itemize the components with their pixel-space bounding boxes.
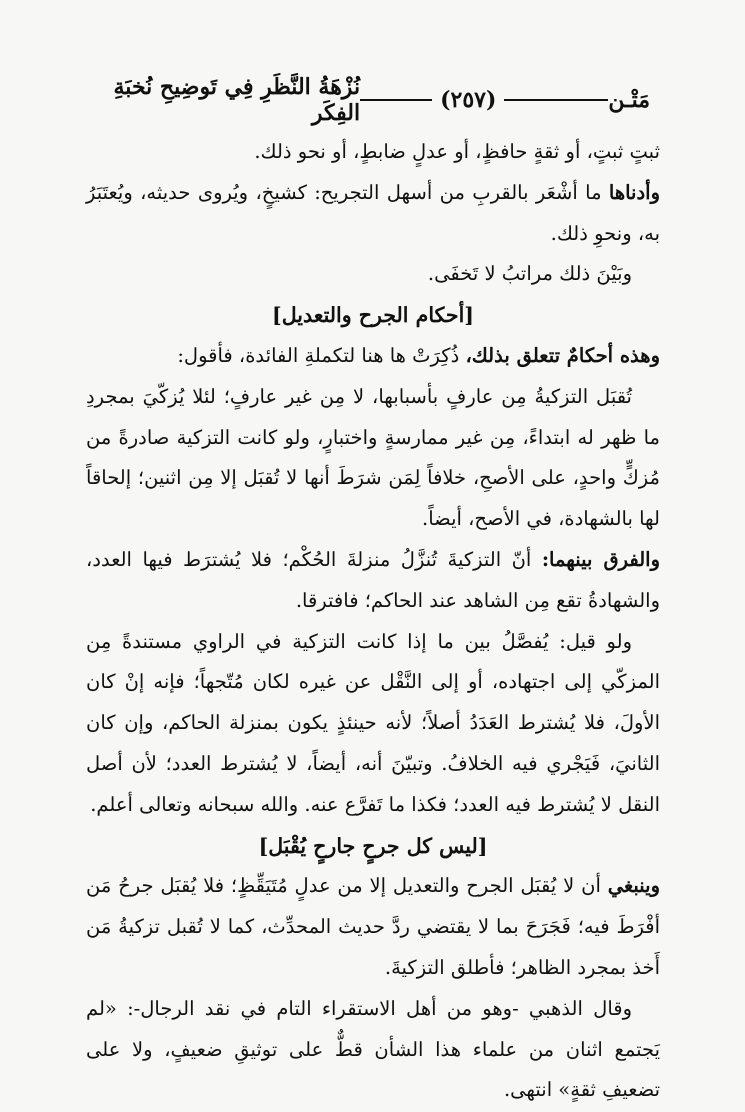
paragraph-text: وقال الذهبي -وهو من أهل الاستقراء التام في نقد الرجال-: «لم يَجتمع اثنان من علماء هذا الشأن قطٌّ على توثيقِ ضعيفٍ، ولا على تضعيفِ ثقةٍ» انتهى. (86, 996, 660, 1102)
header-right-title: مَتْـن (608, 87, 650, 113)
header-page-number-group (360, 87, 608, 113)
section-heading-2: [ليس كل جرحٍ جارحٍ يُقْبَل] (258, 833, 488, 858)
paragraph-2 (86, 173, 660, 255)
paragraph-text: أن لا يُقبَل الجرح والتعديل إلا من عدلٍ مُتَيَقِّظٍ؛ فلا يُقبَل جرحُ مَن أفْرَطَ فيه؛ فَجَرَحَ بما لا يقتضي ردَّ حديث المحدِّث، كما لا تُقبل تزكيةُ مَن أَخذ بمجرد الظاهر؛ فأطلق التزكيةَ. (86, 874, 660, 979)
header-rule-right (504, 99, 608, 101)
paragraph-7 (86, 622, 660, 826)
paragraph-text: ولو قيل: يُفصَّلُ بين ما إذا كانت التزكية في الراوي مستندةً مِن المزكّي إلى اجتهاده، أو إلى النَّقْل عن غيره لكان مُتّجهاً؛ فإنه إنْ كان الأولَ، فلا يُشترط العَدَدُ أصلاً؛ لأنه حينئذٍ يكون بمنزلة الحاكم، وإن كان الثانيَ، فَيَجْري فيه الخلافُ. وتبيّنَ أنه، أيضاً، لا يُشترط العدد؛ لأن أصل النقل لا يُشترط فيه العدد؛ فكذا ما تَفرَّع عنه. والله سبحانه وتعالى أعلم. (86, 629, 660, 816)
paragraph-6 (86, 540, 660, 622)
running-header (96, 74, 650, 126)
body-text (86, 132, 660, 1111)
page-number: (٢٥٧) (440, 87, 497, 113)
header-rule-left (360, 99, 432, 101)
lead-word: وينبغي (607, 874, 660, 898)
paragraph-text: تُقبَل التزكيةُ مِن عارفٍ بأسبابها، لا مِن غير عارفٍ؛ لئلا يُزكّيَ بمجردِ ما ظهر له ابتداءً، مِن غير ممارسةٍ واختبارٍ، ولو كانت التزكية صادرةً من مُزكٍّ واحدٍ، على الأصحِ، خلافاً لِمَن شرَطَ أنها لا تُقبَل إلا مِن اثنين؛ إلحاقاً لها بالشهادة، في الأصح، أيضاً. (86, 384, 660, 531)
paragraph-3 (86, 254, 660, 295)
paragraph-text: ذُكِرَتْ ها هنا لتكملةِ الفائدة، فأقول: (177, 343, 466, 367)
paragraph-1 (86, 132, 660, 173)
paragraph-text: ما أشْعَر بالقربِ من أسهل التجريح: كشيخٍ، ويُروى حديثه، ويُعتَبَرُ به، ونحوِ ذلك. (86, 180, 660, 245)
paragraph-5 (86, 377, 660, 540)
lead-word: وأدناها (608, 180, 660, 204)
paragraph-4 (86, 336, 660, 377)
paragraph-8 (86, 866, 660, 988)
paragraph-text: أنّ التزكيةَ تُنزَّلُ منزلةَ الحُكْم؛ فلا يُشترَط فيها العدد، والشهادةُ تقع مِن الشاهد عند الحاكم؛ فافترقا. (86, 547, 660, 612)
lead-word: والفرق بينهما: (541, 547, 661, 571)
lead-word: وهذه أحكامٌ تتعلق بذلك، (465, 343, 660, 367)
paragraph-9 (86, 989, 660, 1111)
header-left-title: نُزْهَةُ النَّظَرِ فِي تَوضِيحِ نُخبَةِ الفِكَر (113, 74, 361, 126)
paragraph-text: وبَيْنَ ذلك مراتبُ لا تَخفَى. (427, 262, 632, 286)
paragraph-text: ثبتٍ ثبتٍ، أو ثقةٍ حافظٍ، أو عدلٍ ضابطٍ، أو نحو ذلك. (254, 140, 660, 163)
section-heading-1: [أحكام الجرح والتعديل] (272, 303, 474, 328)
